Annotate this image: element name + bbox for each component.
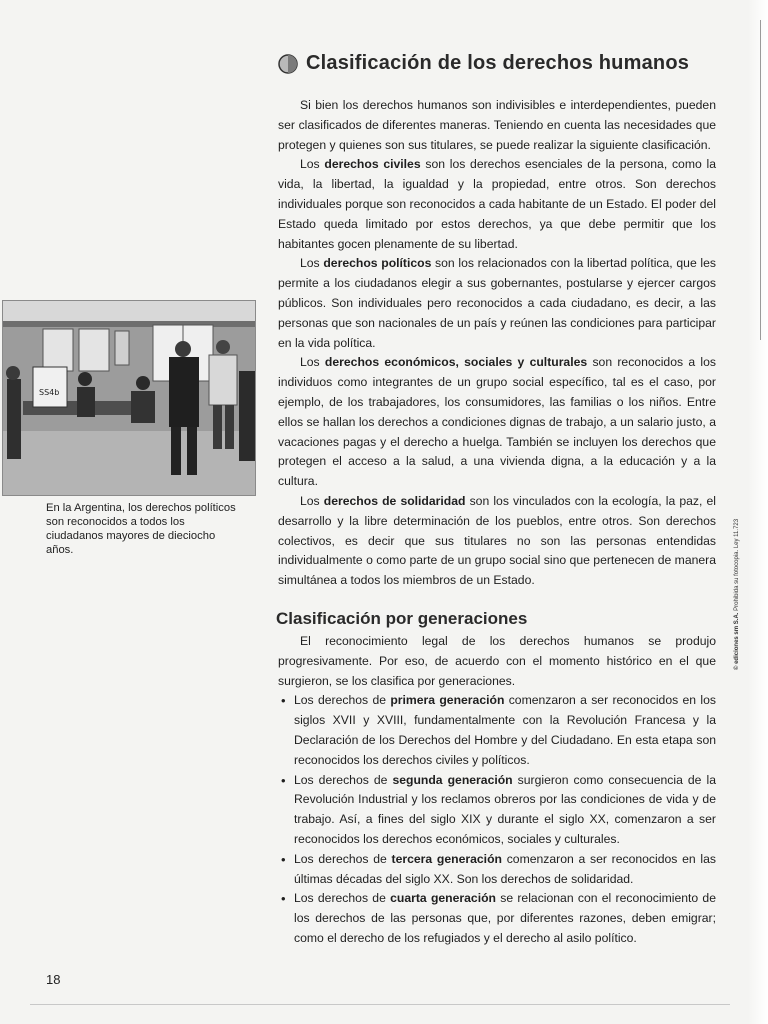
solidarity-pre: Los: [300, 493, 324, 508]
generations-text: [278, 632, 716, 949]
economic-rights-paragraph: [278, 353, 716, 492]
item-term: primera generación: [390, 693, 505, 708]
photo-caption: En la Argentina, los derechos políticos son reconocidos a todos los ciudadanos mayores de dieciocho años.: [46, 502, 236, 556]
item-post: se relacionan con el reconocimiento de los derechos de las personas que, por diferentes razones, deben emigrar; como el derecho de los refugiados y el derecho al asilo político.: [294, 891, 716, 945]
item-post: comenzaron a ser reconocidos en las últimas décadas del siglo XX. Son los derechos de solidaridad.: [294, 851, 716, 886]
list-item: [278, 691, 716, 770]
voting-photo: [2, 300, 256, 496]
list-item: [278, 850, 716, 890]
item-pre: Los derechos de: [294, 693, 391, 708]
copyright-note: [734, 518, 740, 670]
generations-intro: El reconocimiento legal de los derechos humanos se produjo progresivamente. Por eso, de acuerdo con el momento histórico en el que surgieron, se los clasifica por generaciones.: [278, 634, 716, 688]
copyright-legal: Prohibida su fotocopia. Ley 11.723: [734, 518, 740, 613]
list-item: [278, 771, 716, 850]
page-number: 18: [46, 972, 61, 987]
item-term: tercera generación: [391, 851, 502, 866]
item-term: cuarta generación: [390, 891, 496, 906]
generations-title: Clasificación por generaciones: [276, 609, 528, 628]
political-pre: Los: [300, 256, 324, 271]
item-pre: Los derechos de: [294, 891, 391, 906]
civil-rights-paragraph: [278, 155, 716, 254]
page-title: Clasificación de los derechos humanos: [306, 52, 690, 74]
item-post: surgieron como consecuencia de la Revolución Industrial y los reclamos obreros por las condiciones de vida y de trabajo. Así, a fines del siglo XIX y durante el siglo XX, comenzaron a ser reconocidos los derechos económicos, sociales y culturales.: [294, 772, 716, 846]
intro-paragraph: Si bien los derechos humanos son indivisibles e interdependientes, pueden ser clasificados de diferentes maneras. Teniendo en cuenta las necesidades que protegen y quienes son sus titulares, se puede realizar la siguiente clasificación.: [278, 98, 716, 152]
bottom-rule: [30, 1004, 730, 1005]
political-term: derechos políticos: [323, 256, 432, 271]
section-bullet-icon: [278, 54, 298, 74]
civil-term: derechos civiles: [324, 157, 421, 172]
page-edge-line: [760, 20, 761, 340]
main-text: [278, 96, 716, 591]
economic-pre: Los: [300, 355, 325, 370]
item-pre: Los derechos de: [294, 772, 393, 787]
economic-term: derechos económicos, sociales y culturales: [324, 355, 588, 370]
item-term: segunda generación: [392, 772, 513, 787]
civil-pre: Los: [300, 157, 325, 172]
list-item: [278, 889, 716, 948]
item-pre: Los derechos de: [294, 851, 392, 866]
page-title-block: [278, 52, 738, 75]
copyright-brand: © ediciones sm S.A.: [734, 612, 740, 670]
solidarity-rights-paragraph: [278, 492, 716, 591]
civil-post: son los derechos esenciales de la persona, como la vida, la libertad, la igualdad y la propiedad, entre otros. Son derechos individuales porque son reconocidos a cada habitante de un Estado. El poder del Estado queda limitado por estos derechos, ya que debe permitir que los habitantes gocen plenamente de su libertad.: [278, 157, 716, 251]
political-post: son los relacionados con la libertad política, que les permite a los ciudadanos elegir a sus gobernantes, postularse y ejercer cargos públicos. Son individuales pero reconocidos a cada ciudadano, es decir, a las personas que son nacionales de un país y reúnen las condiciones para participar en la vida política.: [278, 256, 716, 350]
page-edge: [748, 0, 768, 1024]
voting-scene-illustration: [3, 301, 255, 495]
item-post: comenzaron a ser reconocidos en los siglos XVII y XVIII, fundamentalmente con la Revolución Francesa y la Declaración de los Derechos del Hombre y del Ciudadano. En esta etapa son reconocidos los derechos civiles y políticos.: [294, 693, 716, 767]
generations-list: [278, 691, 716, 948]
economic-post: son reconocidos a los individuos como integrantes de un grupo social específico, tal es el caso, por ejemplo, de los trabajadores, los consumidores, las familias o los niños. Entre ellos se hallan los derechos a condiciones dignas de trabajo, a un salario justo, a vacaciones pagas y el derecho a huelga. También se incluyen los derechos que protegen el acceso a la salud, a una vivienda digna, a la educación y a la cultura.: [278, 355, 716, 489]
solidarity-term: derechos de solidaridad: [323, 493, 466, 508]
ballot-box-sign: SS4b: [39, 388, 60, 397]
political-rights-paragraph: [278, 254, 716, 353]
solidarity-post: son los vinculados con la ecología, la paz, el desarrollo y la libre determinación de los pueblos, entre otros. Son derechos colectivos, es decir que sus titulares no son las personas entendidas individualmente o como parte de un grupo social sino que pertenecen de manera simultánea a todos los miembros de un Estado.: [278, 493, 716, 588]
